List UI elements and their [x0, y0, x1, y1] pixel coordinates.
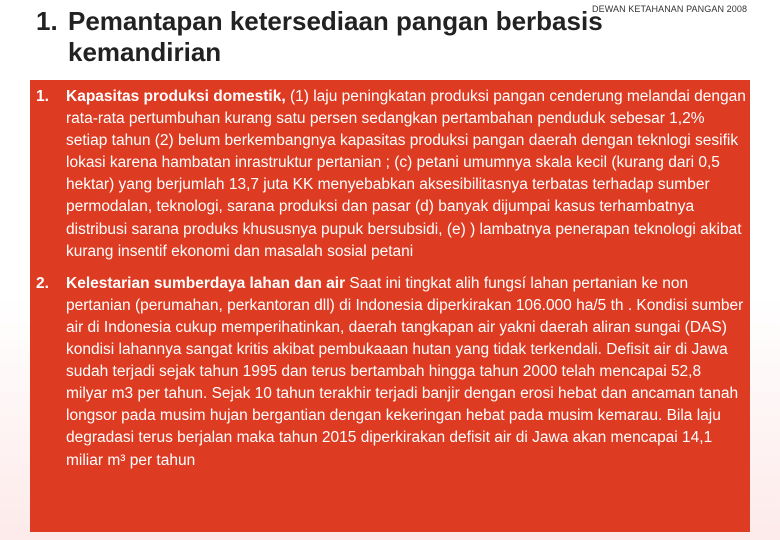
point-text: (1) laju peningkatan produksi pangan cenderung melandai dengan rata-rata pertumbuhan kurang satu persen sedangkan pertambahan penduduk sebesar 1,2% setiap tahun (2) belum berkembangnya kapasitas produksi pangan daerah dengan teknlogi sesifik lokasi karena hambatan inrastruktur pertanian ; (c) petani umumnya skala kecil (kurang dari 0,5 hektar) yang berjumlah 13,7 juta KK menyebabkan aksesibilitasnya terbatas terhadap sumber permodalan, teknologi, sarana produksi dan pasar (d) banyak dijumpai kasus terhambatnya distribusi sarana produks khususnya pupuk bersubsidi, (e) ) lambatnya penerapan teknologi akibat kurang insentif ekonomi dan masalah sosial petani	[66, 88, 746, 260]
point-item-2	[36, 273, 746, 472]
slide-title	[36, 6, 676, 68]
point-lead: Kapasitas produksi domestik,	[66, 88, 286, 105]
title-number: 1.	[36, 6, 58, 36]
point-number: 2.	[36, 274, 49, 292]
title-line-2: kemandirian	[68, 37, 222, 67]
title-line-1: Pemantapan ketersediaan pangan berbasis	[68, 6, 603, 36]
content-box	[30, 80, 750, 532]
point-body	[66, 86, 746, 263]
point-item-1	[36, 86, 746, 263]
point-lead: Kelestarian sumberdaya lahan dan air	[66, 274, 346, 292]
point-body	[66, 273, 746, 472]
point-number: 1.	[36, 88, 49, 105]
point-text: Saat ini tingkat alih fungsí lahan pertanian ke non pertanian (perumahan, perkantoran dll) di Indonesia diperkirakan 106.000 ha/5 th . Kondisi sumber air di Indonesia cukup memperihatinkan, daerah tangkapan air yakni daerah aliran sungai (DAS) kondisi lahannya sangat kritis akibat pembukaaan hutan yang tidak terkendali. Defisit air di Jawa sudah terjadi sejak tahun 1995 dan terus bertambah hingga tahun 2000 telah mencapai 52,8 milyar m3 per tahun. Sejak 10 tahun terakhir terjadi banjir dengan erosi hebat dan ancaman tanah longsor pada musim hujan bergantian dengan kekeringan hebat pada musim kemarau. Bila laju degradasi terus berjalan maka tahun 2015 diperkirakan defisit air di Jawa akan mencapai 14,1 miliar m³ per tahun	[66, 274, 744, 469]
points-list	[36, 86, 746, 472]
watermark-text: DEWAN KETAHANAN PANGAN 2008	[592, 4, 748, 14]
